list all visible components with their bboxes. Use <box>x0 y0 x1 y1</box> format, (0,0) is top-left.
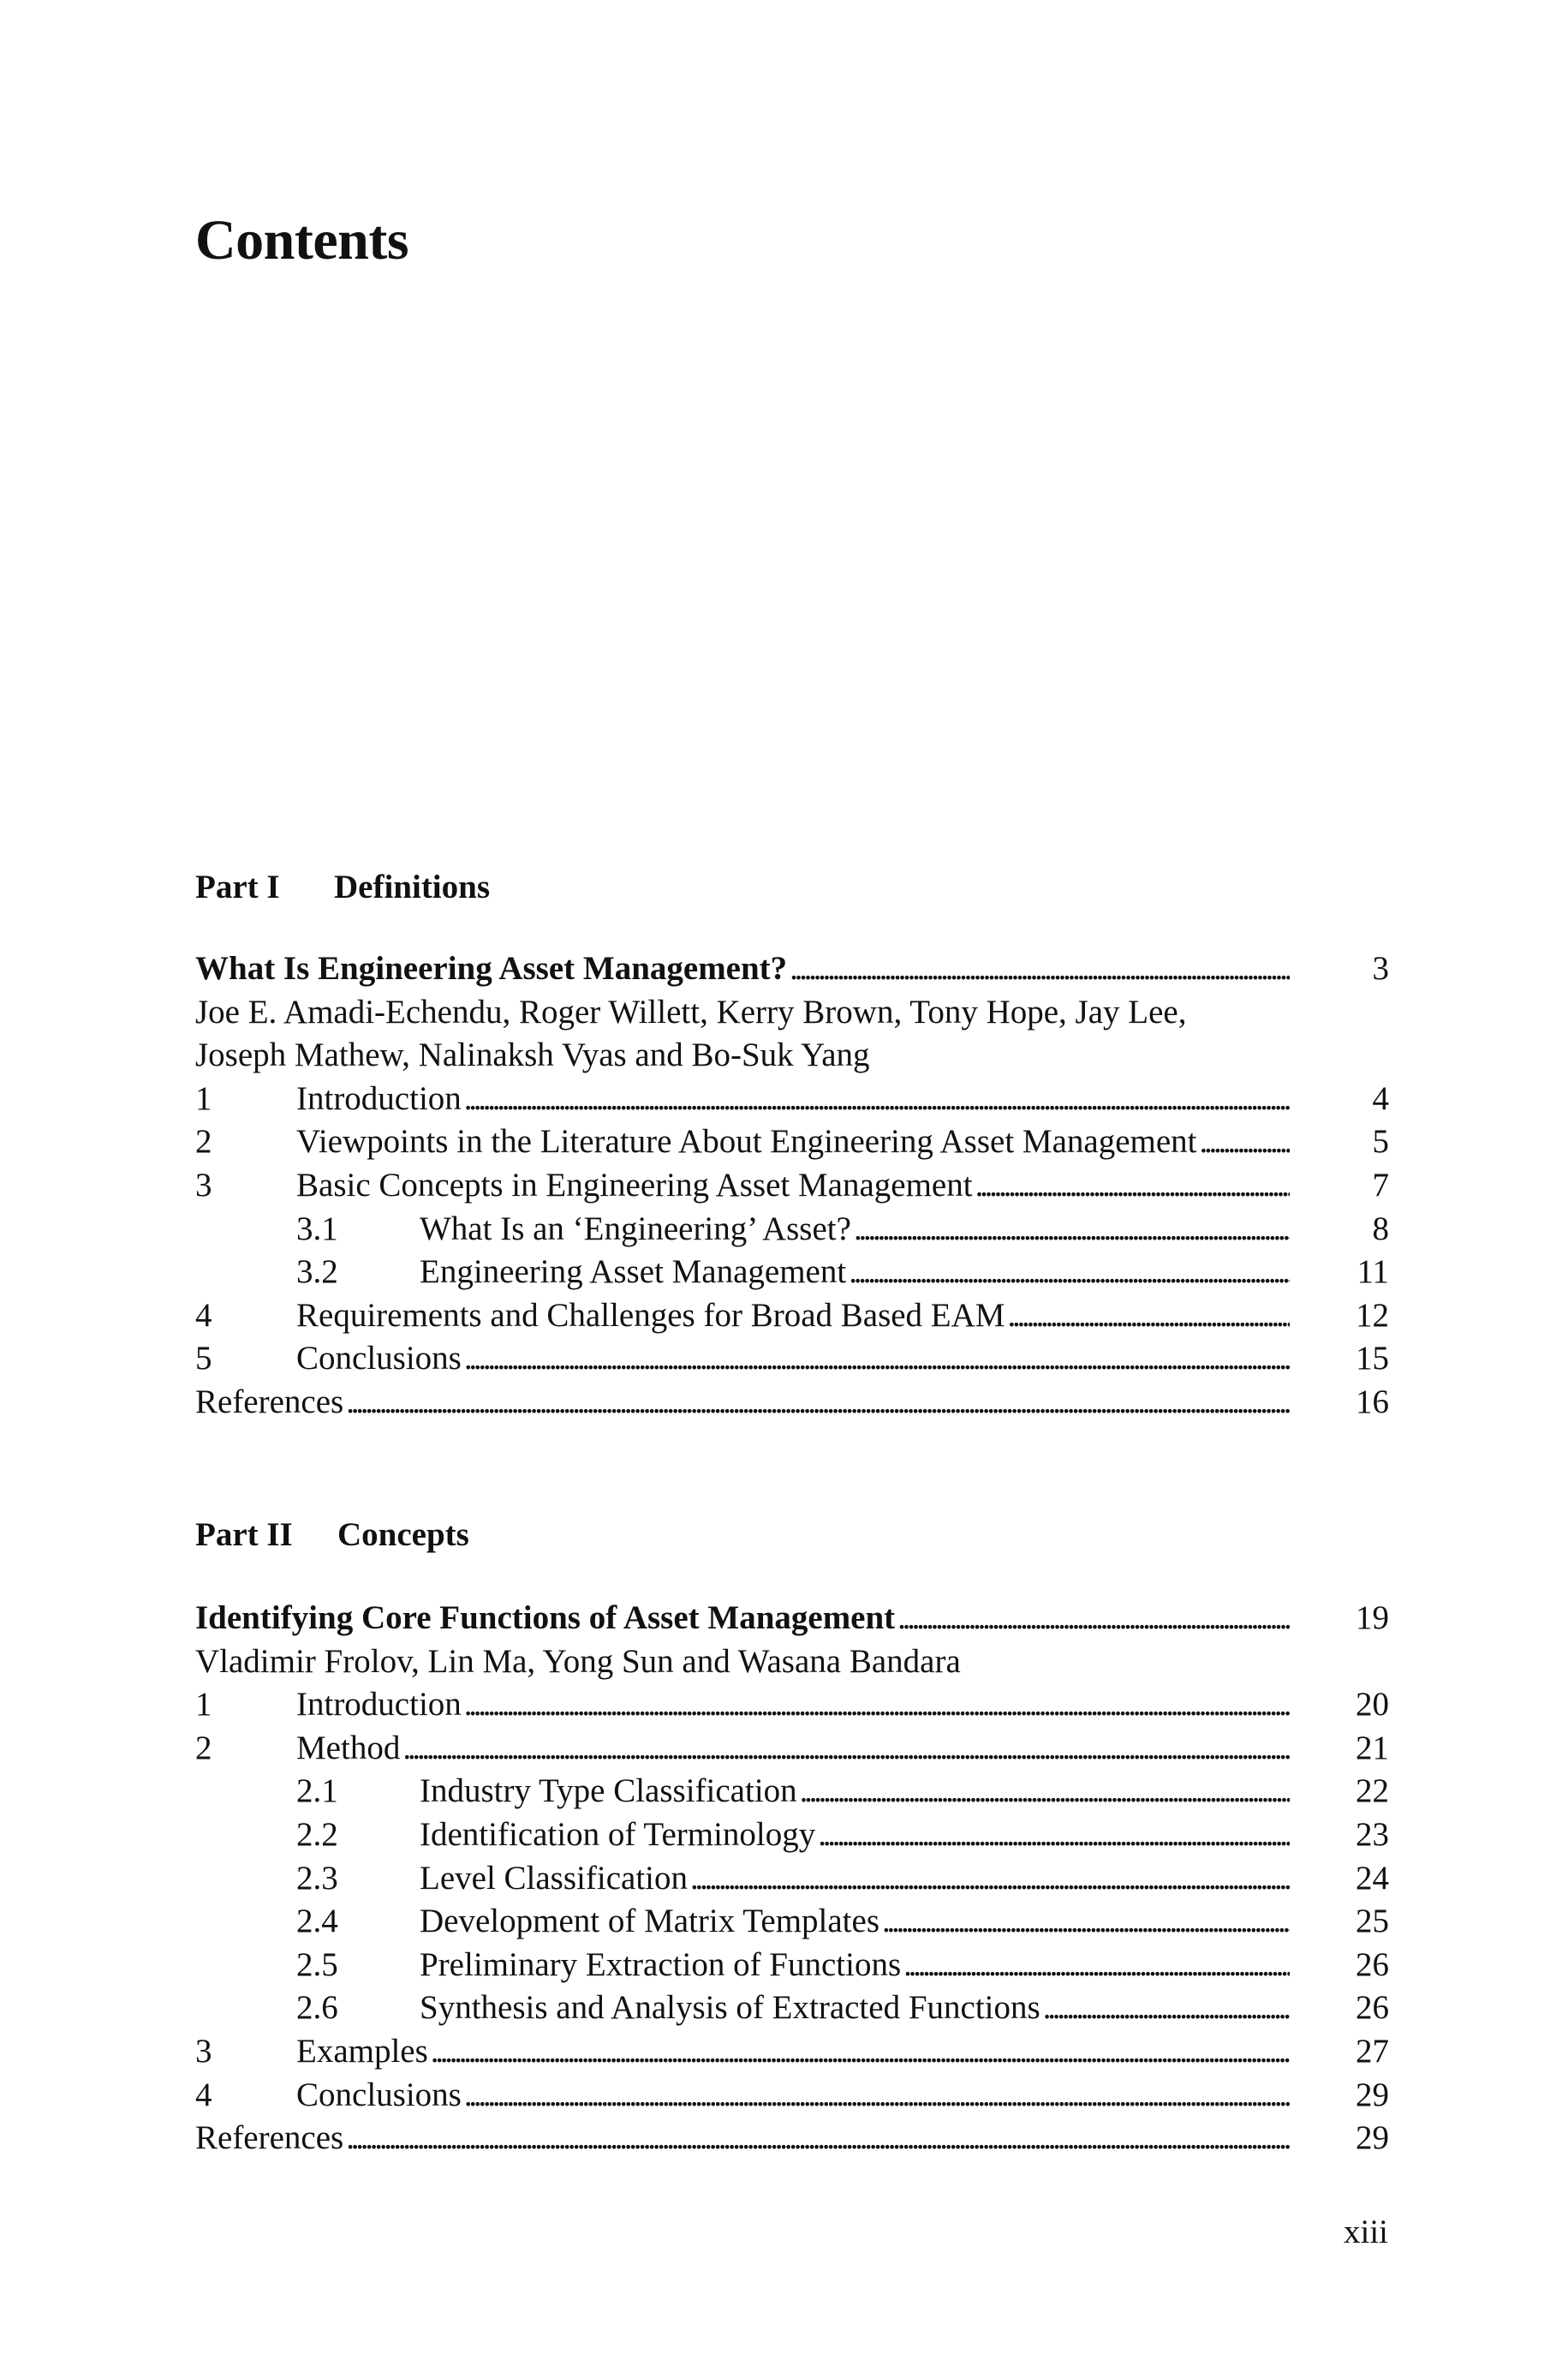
page-number: 11 <box>1356 1253 1389 1291</box>
section-title[interactable]: Engineering Asset Management <box>420 1253 847 1291</box>
section-title[interactable]: Development of Matrix Templates <box>420 1903 879 1940</box>
dot-leader <box>1200 1120 1291 1164</box>
dot-leader <box>800 1770 1290 1813</box>
toc-subsection-row[interactable] <box>195 1944 1389 1987</box>
section-number: 2.4 <box>296 1903 338 1940</box>
part-name: Definitions <box>334 869 491 905</box>
toc-section-row[interactable] <box>195 1337 1389 1381</box>
toc-section-row[interactable] <box>195 1078 1389 1121</box>
toc-references-row[interactable] <box>195 2117 1389 2160</box>
section-title[interactable]: Method <box>296 1729 401 1766</box>
page-number: 21 <box>1356 1729 1389 1766</box>
toc-chapter-row[interactable] <box>195 1597 1389 1640</box>
page-number: 26 <box>1356 1989 1389 2027</box>
part-name: Concepts <box>337 1516 469 1553</box>
dot-leader <box>790 947 1290 991</box>
page-number: 3 <box>1372 950 1389 987</box>
dot-leader <box>818 1813 1290 1857</box>
section-number: 4 <box>195 1296 212 1334</box>
part-heading-2 <box>195 1518 469 1551</box>
page-number: 19 <box>1356 1599 1389 1636</box>
page-number: 15 <box>1356 1340 1389 1377</box>
section-title[interactable]: Conclusions <box>296 2076 462 2113</box>
chapter-entry-1 <box>195 947 1389 1425</box>
toc-section-row[interactable] <box>195 1164 1389 1208</box>
page-number: 5 <box>1372 1123 1389 1161</box>
page-number: 22 <box>1356 1772 1389 1810</box>
section-title[interactable]: Conclusions <box>296 1340 462 1377</box>
chapter-entry-2 <box>195 1597 1389 2160</box>
part-label: Part II <box>195 1516 293 1553</box>
dot-leader <box>849 1251 1290 1294</box>
page-number: 29 <box>1356 2076 1389 2113</box>
dot-leader <box>975 1164 1290 1208</box>
chapter-title[interactable]: What Is Engineering Asset Management? <box>195 950 788 987</box>
section-title[interactable]: What Is an ‘Engineering’ Asset? <box>420 1210 851 1247</box>
chapter-authors: Joseph Mathew, Nalinaksh Vyas and Bo-Suk Yang <box>195 1037 870 1074</box>
page-number: 23 <box>1356 1815 1389 1853</box>
section-number: 5 <box>195 1340 212 1377</box>
dot-leader <box>897 1597 1290 1640</box>
toc-section-row[interactable] <box>195 1727 1389 1771</box>
toc-chapter-row[interactable] <box>195 947 1389 991</box>
page-number: 26 <box>1356 1945 1389 1983</box>
chapter-authors: Vladimir Frolov, Lin Ma, Yong Sun and Wasana Bandara <box>195 1642 961 1680</box>
page-number: 24 <box>1356 1859 1389 1897</box>
page-number: 8 <box>1372 1210 1389 1247</box>
section-title[interactable]: Requirements and Challenges for Broad Based EAM <box>296 1296 1005 1334</box>
page-number: 29 <box>1356 2119 1389 2157</box>
toc-subsection-row[interactable] <box>195 1770 1389 1813</box>
page-number: 16 <box>1356 1383 1389 1420</box>
section-number: 2.1 <box>296 1772 338 1810</box>
section-number: 2.3 <box>296 1859 338 1897</box>
dot-leader <box>903 1944 1290 1987</box>
section-title[interactable]: Viewpoints in the Literature About Engineering Asset Management <box>296 1123 1197 1161</box>
toc-section-row[interactable] <box>195 1683 1389 1727</box>
toc-subsection-row[interactable] <box>195 1900 1389 1944</box>
section-title[interactable]: Introduction <box>296 1079 462 1117</box>
section-number: 2 <box>195 1123 212 1161</box>
section-title[interactable]: Synthesis and Analysis of Extracted Functions <box>420 1989 1040 2027</box>
toc-subsection-row[interactable] <box>195 1251 1389 1294</box>
section-number: 1 <box>195 1686 212 1724</box>
references-title[interactable]: References <box>195 2119 344 2157</box>
dot-leader <box>690 1857 1290 1901</box>
toc-section-row[interactable] <box>195 1120 1389 1164</box>
section-title[interactable]: Examples <box>296 2032 428 2070</box>
toc-subsection-row[interactable] <box>195 1857 1389 1901</box>
section-number: 2.6 <box>296 1989 338 2027</box>
section-number: 3 <box>195 2032 212 2070</box>
page-number: 12 <box>1356 1296 1389 1334</box>
page-folio: xiii <box>1343 2214 1388 2250</box>
section-title[interactable]: Introduction <box>296 1686 462 1724</box>
page-number: 25 <box>1356 1903 1389 1940</box>
dot-leader <box>464 1078 1290 1121</box>
section-number: 3 <box>195 1166 212 1204</box>
section-number: 3.2 <box>296 1253 338 1291</box>
toc-section-row[interactable] <box>195 2074 1389 2118</box>
section-number: 4 <box>195 2076 212 2113</box>
page-number: 27 <box>1356 2032 1389 2070</box>
section-number: 2.2 <box>296 1815 338 1853</box>
references-title[interactable]: References <box>195 1383 344 1420</box>
toc-references-row[interactable] <box>195 1381 1389 1425</box>
dot-leader <box>464 1683 1290 1727</box>
dot-leader <box>882 1900 1290 1944</box>
part-label: Part I <box>195 869 280 905</box>
dot-leader <box>1007 1294 1290 1338</box>
chapter-title[interactable]: Identifying Core Functions of Asset Management <box>195 1599 896 1636</box>
part-heading-1 <box>195 870 490 904</box>
toc-subsection-row[interactable] <box>195 1208 1389 1252</box>
section-number: 1 <box>195 1079 212 1117</box>
toc-subsection-row[interactable] <box>195 1813 1389 1857</box>
dot-leader <box>854 1208 1290 1252</box>
section-title[interactable]: Identification of Terminology <box>420 1815 816 1853</box>
section-number: 2 <box>195 1729 212 1766</box>
toc-subsection-row[interactable] <box>195 1987 1389 2030</box>
dot-leader <box>1043 1987 1290 2030</box>
section-title[interactable]: Basic Concepts in Engineering Asset Management <box>296 1166 973 1204</box>
dot-leader <box>346 1381 1290 1425</box>
dot-leader <box>464 2074 1290 2118</box>
page-number: 4 <box>1372 1079 1389 1117</box>
chapter-authors: Joe E. Amadi-Echendu, Roger Willett, Kerry Brown, Tony Hope, Jay Lee, <box>195 993 1187 1031</box>
section-number: 2.5 <box>296 1945 338 1983</box>
section-title[interactable]: Industry Type Classification <box>420 1772 797 1810</box>
section-title[interactable]: Level Classification <box>420 1859 688 1897</box>
section-number: 3.1 <box>296 1210 338 1247</box>
toc-section-row[interactable] <box>195 1294 1389 1338</box>
section-title[interactable]: Preliminary Extraction of Functions <box>420 1945 902 1983</box>
page-number: 7 <box>1372 1166 1389 1204</box>
dot-leader <box>431 2030 1290 2074</box>
dot-leader <box>346 2117 1290 2160</box>
page-number: 20 <box>1356 1686 1389 1724</box>
dot-leader <box>402 1727 1290 1771</box>
toc-section-row[interactable] <box>195 2030 1389 2074</box>
dot-leader <box>464 1337 1290 1381</box>
page-title: Contents <box>195 209 409 272</box>
